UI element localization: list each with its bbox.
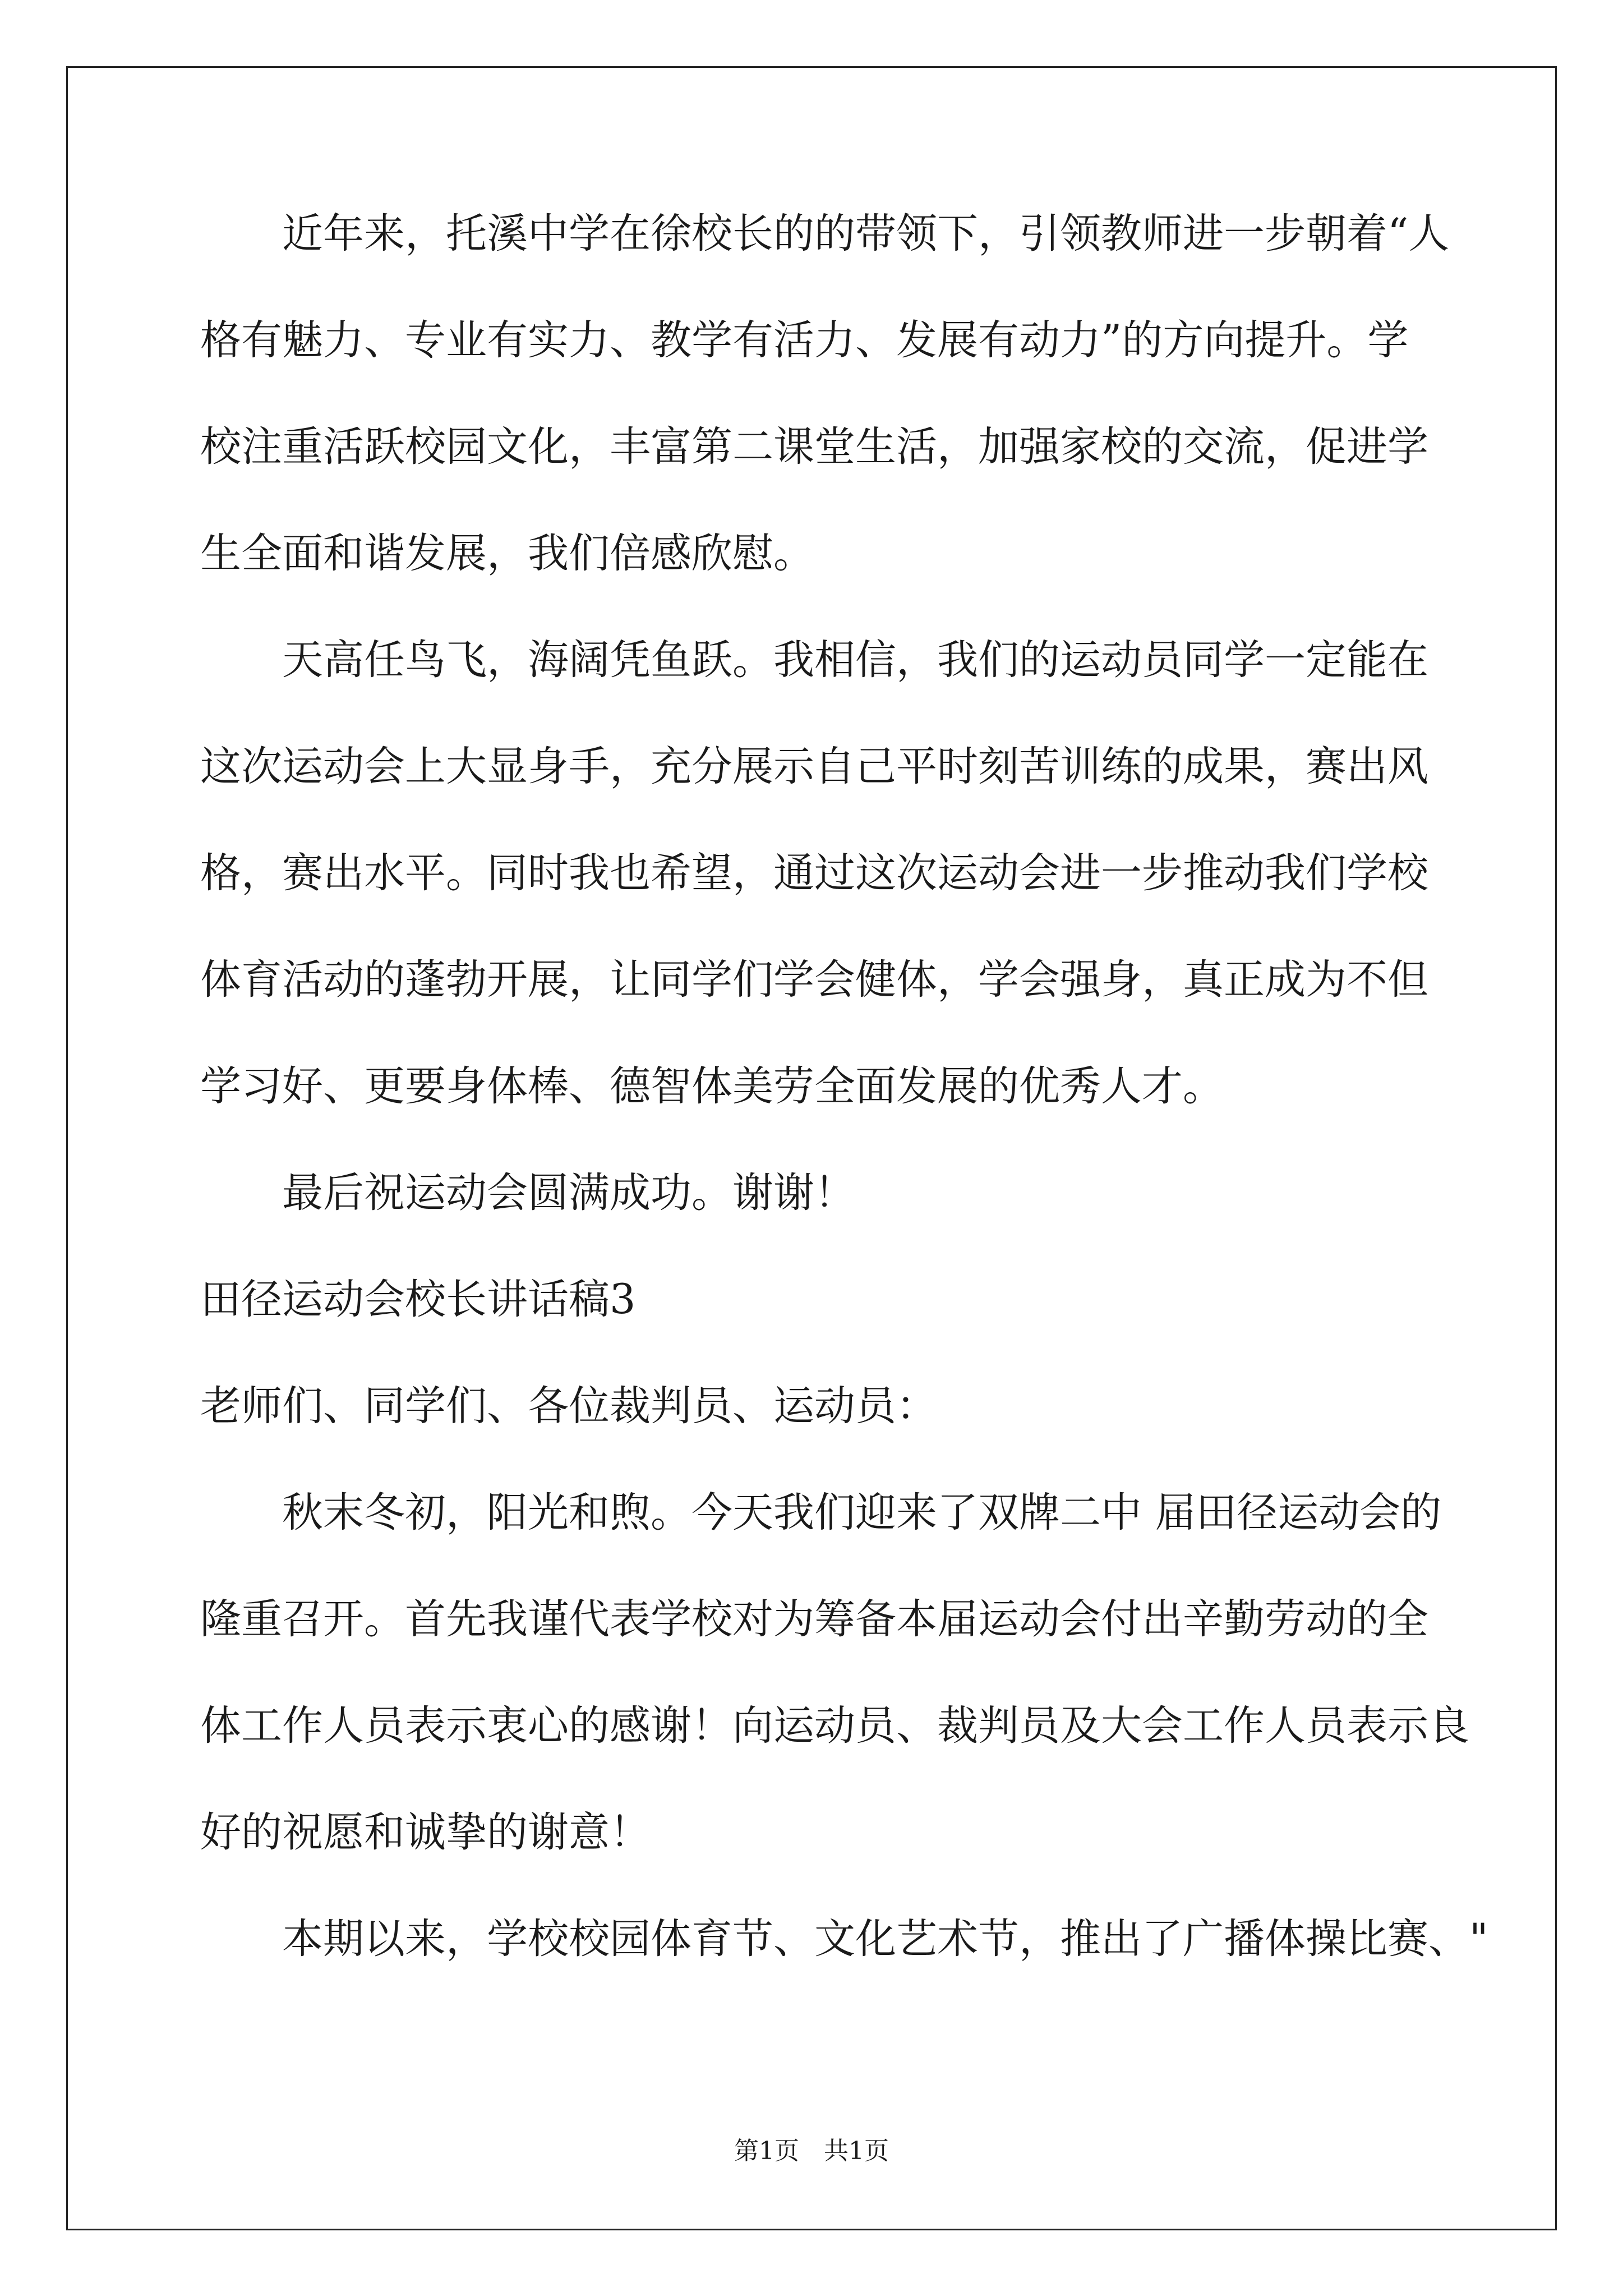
paragraph-line: 体工作人员表示衷心的感谢！向运动员、裁判员及大会工作人员表示良 [200, 1702, 1469, 1750]
paragraph-line: 近年来，托溪中学在徐校长的的带领下，引领教师进一步朝着“人 [200, 210, 1450, 257]
paragraph-line: 最后祝运动会圆满成功。谢谢！ [200, 1169, 855, 1217]
paragraph-line: 校注重活跃校园文化，丰富第二课堂生活，加强家校的交流，促进学 [200, 423, 1428, 471]
paragraph-line: 好的祝愿和诚挚的谢意！ [200, 1809, 651, 1856]
paragraph-line: 秋末冬初，阳光和煦。今天我们迎来了双牌二中 届田径运动会的 [200, 1489, 1442, 1536]
paragraph-line: 体育活动的蓬勃开展，让同学们学会健体，学会强身，真正成为不但 [200, 956, 1428, 1004]
page-frame [66, 66, 1557, 2230]
paragraph-line: 生全面和谐发展，我们倍感欣慰。 [200, 530, 814, 577]
paragraph-line: 本期以来，学校校园体育节、文化艺术节，推出了广播体操比赛、" [200, 1915, 1488, 1963]
paragraph-line: 隆重召开。首先我谨代表学校对为筹备本届运动会付出辛勤劳动的全 [200, 1595, 1428, 1643]
salutation-line: 老师们、同学们、各位裁判员、运动员： [200, 1382, 937, 1430]
section-heading: 田径运动会校长讲话稿3 [200, 1276, 636, 1323]
paragraph-line: 天高任鸟飞，海阔凭鱼跃。我相信，我们的运动员同学一定能在 [200, 636, 1428, 684]
paragraph-line: 这次运动会上大显身手，充分展示自己平时刻苦训练的成果，赛出风 [200, 743, 1428, 790]
paragraph-line: 学习好、更要身体棒、德智体美劳全面发展的优秀人才。 [200, 1062, 1224, 1110]
paragraph-line: 格有魅力、专业有实力、教学有活力、发展有动力”的方向提升。学 [200, 316, 1409, 364]
page-footer: 第1页 共1页 [734, 2137, 889, 2165]
paragraph-line: 格，赛出水平。同时我也希望，通过这次运动会进一步推动我们学校 [200, 849, 1428, 897]
